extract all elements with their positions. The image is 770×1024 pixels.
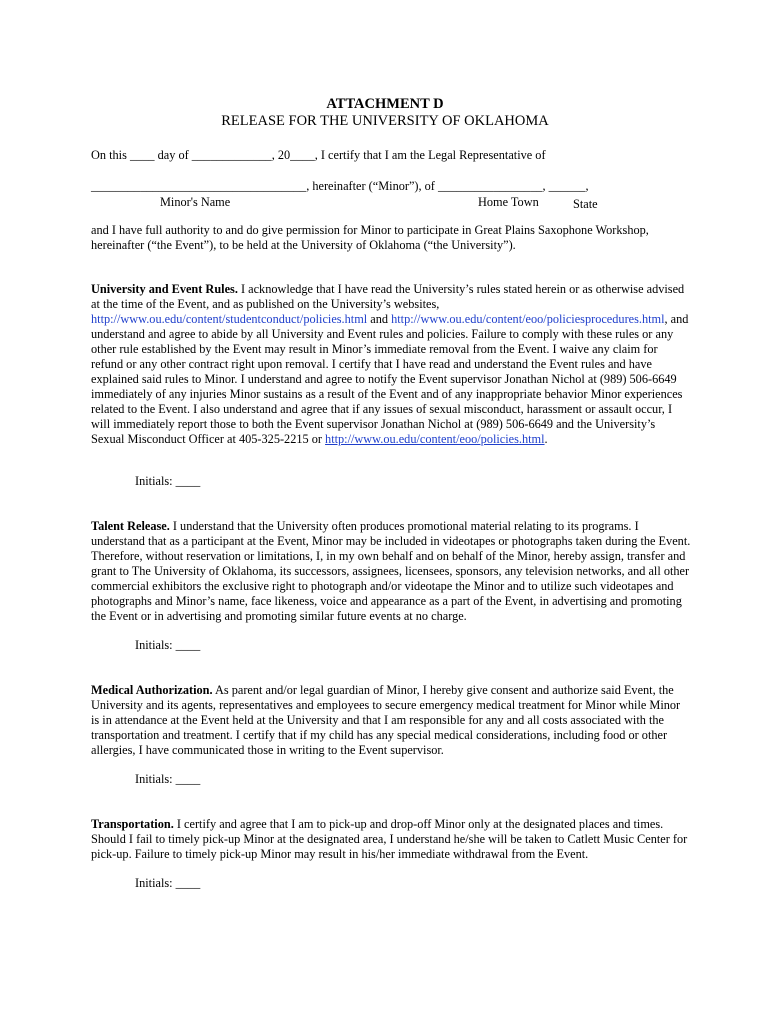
medical-text: As parent and/or legal guardian of Minor, I hereby give consent and authorize said Event, the University and its agents, representatives and employees to secure emergency medical treatment for Minor while Minor is in attendance at the Event held at the University and that I am responsible for any and all costs associated with the transportation and treatment. I certify that if my child has any special medical considerations, including food or other allergies, I have communicated those in writing to the Event supervisor. [91,683,681,757]
permission-line-1: and I have full authority to and do give permission for Minor to participate in Great Plains Saxophone Workshop, [91,223,649,237]
permission-line-2: hereinafter (“the Event”), to be held at the University of Oklahoma (“the University”). [91,238,516,252]
rules-heading: University and Event Rules. [91,282,238,296]
eoo-policies-link[interactable]: http://www.ou.edu/content/eoo/policies.html [325,432,545,446]
home-town-label: Home Town [478,195,539,209]
medical-authorization-section [91,683,691,758]
rules-and: and [367,312,392,326]
rules-end: . [544,432,548,446]
talent-initials: Initials: ____ [135,638,201,652]
university-event-rules-section [91,282,691,447]
talent-release-section [91,519,691,624]
rules-text-2: , and understand and agree to abide by all University and Event rules and policies. Failure to comply with these rules or any other rule established by the Event may result in Minor’s immediate removal from the Event. I waive any claim for refund or any other contract right upon removal. I certify that I have read and understand the Event rules and have explained said rules to Minor. I understand and agree to notify the Event supervisor Jonathan Nichol at (989) 506-6649 immediately of any injuries Minor sustains as a result of the Event and of any inappropriate behavior Minor experiences related to the Event. I also understand and agree that if any issues of sexual misconduct, harassment or assault occur, I will immediately report those to both the Event supervisor Jonathan Nichol at (989) 506-6649 and the University’s Sexual Misconduct Officer at 405-325-2215 or [91,312,689,446]
document-title: ATTACHMENT D [326,96,444,112]
transport-heading: Transportation. [91,817,174,831]
medical-initials: Initials: ____ [135,772,201,786]
minors-name-label: Minor's Name [160,195,231,209]
medical-heading: Medical Authorization. [91,683,213,697]
certification-line-2: ___________________________________, hereinafter (“Minor”), of _________________, ______, [91,179,589,193]
document-subtitle: RELEASE FOR THE UNIVERSITY OF OKLAHOMA [221,113,549,129]
policiesprocedures-link[interactable]: http://www.ou.edu/content/eoo/policiesprocedures.html [391,312,665,326]
transport-initials: Initials: ____ [135,876,201,890]
rules-text-1: I acknowledge that I have read the University’s rules stated herein or as otherwise advised at the time of the Event, and as published on the University’s websites, [91,282,685,311]
talent-heading: Talent Release. [91,519,170,533]
rules-initials: Initials: ____ [135,474,201,488]
studentconduct-policies-link[interactable]: http://www.ou.edu/content/studentconduct/policies.html [91,312,368,326]
state-label: State [573,197,598,211]
talent-text: I understand that the University often produces promotional material relating to its programs. I understand that as a participant at the Event, Minor may be included in videotapes or photographs taken during the Event. Therefore, without reservation or limitations, I, in my own behalf and on behalf of the Minor, hereby assign, transfer and grant to The University of Oklahoma, its successors, assignees, licensees, sponsors, any television networks, and all other commercial exhibitors the exclusive right to photograph and/or videotape the Minor and to utilize such videotapes and photographs and Minor’s name, face likeness, voice and appearance as a part of the Event, in advertising and promoting the Event or in advertising and promoting similar future events at no charge. [91,519,691,623]
certification-line-1: On this ____ day of _____________, 20____, I certify that I am the Legal Representative of [91,148,546,162]
transportation-section [91,817,691,862]
transport-text: I certify and agree that I am to pick-up and drop-off Minor only at the designated places and times. Should I fail to timely pick-up Minor at the designated area, I understand he/she will be taken to Catlett Music Center for pick-up. Failure to timely pick-up Minor may result in his/her immediate withdrawal from the Event. [91,817,688,861]
